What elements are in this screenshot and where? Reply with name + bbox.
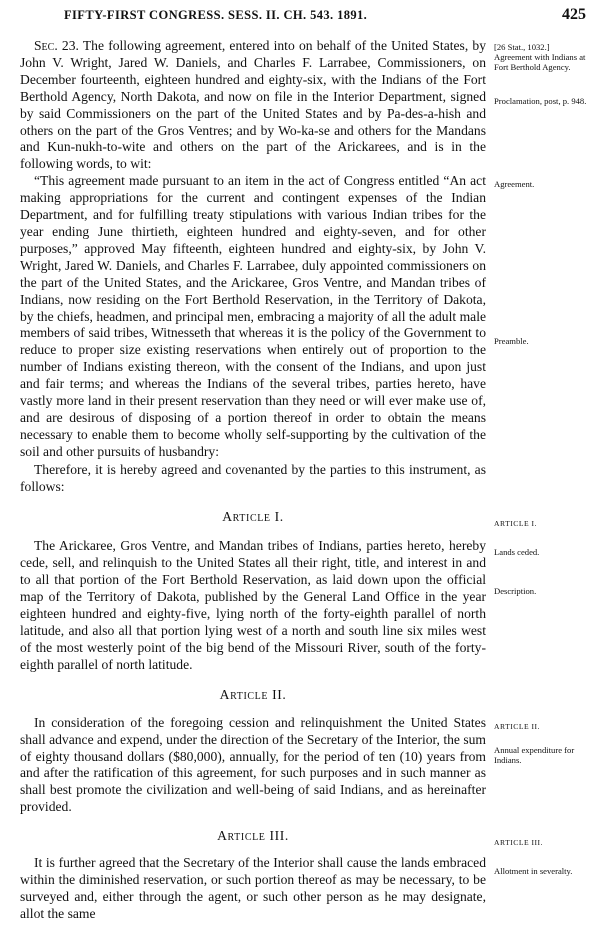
margin-note-agreement-indians: Agreement with Indians at Fort Berthold Agency. xyxy=(494,52,586,72)
page-header xyxy=(0,6,600,26)
section-text: The following agreement, entered into on behalf of the United States, by John V. Wright, Jared W. Daniels, and Charles F. Larrabee, Commissioners, on December fourteenth, eighteen hundred and eighty-six, with the Indians of the Fort Berthold Agency, North Dakota, and now on file in the Interior Department, signed by said Commissioners on the part of the United States and by Pa-des-a-hish and others on the part of the Gros Ventres; and by Wo-ka-se and others for the Mandans and Kun-nukh-to-wite and others on the part of the Arickarees, and is in the following words, to wit: xyxy=(20,38,486,172)
margin-note-article-3: ARTICLE III. xyxy=(494,838,543,847)
margin-note-agreement: Agreement. xyxy=(494,179,535,189)
agreement-paragraph: “This agreement made pursuant to an item in the act of Congress entitled “An act making appropriations for the current and contingent expenses of the Indian Department, and for fulfilling treaty stipulations with various Indian tribes for the year ending June thirtieth, eighteen hundred and eighty-seven, and for other purposes,” approved May fifteenth, eighteen hundred and eighty-six, by John V. Wright, Jared W. Daniels, and Charles F. Larrabee, duly appointed commissioners on the part of the United States, and the Arickaree, Gros Ventre, and Mandan tribes of Indians, now residing on the Fort Berthold Reservation, in the Territory of Dakota, by the chiefs, headmen, and principal men, embracing a majority of all the adult male members of said tribes, Witnesseth that whereas it is the policy of the Government to reduce to proper size existing reservations when entirely out of proportion to the number of Indians existing thereon, with the consent of the Indians, and upon just and fair terms; and whereas the Indians of the several tribes, parties hereto, have vastly more land in their present reservation than they need or will ever make use of, and are desirous of disposing of a portion thereof in order to obtain the means necessary to enable them to become wholly self-supporting by the cultivation of the soil and other pursuits of husbandry: xyxy=(20,173,486,459)
article-2-heading: Article II. xyxy=(219,686,287,702)
margin-note-annual-expenditure: Annual expenditure for Indians. xyxy=(494,745,575,765)
margin-note-preamble: Preamble. xyxy=(494,336,529,346)
margin-note-description: Description. xyxy=(494,586,537,596)
margin-note-article-1: ARTICLE I. xyxy=(494,519,537,528)
page-number: 425 xyxy=(562,6,586,23)
section-paragraph xyxy=(20,38,486,173)
margin-note-proclamation: Proclamation, post, p. 948. xyxy=(494,96,587,106)
article-2-paragraph: In consideration of the foregoing cession and relinquishment the United States shall advance and expend, under the direction of the Secretary of the Interior, the sum of eighty thousand dollars ($80,000), annually, for the period of ten (10) years from and after the ratification of this agreement, for such purposes and in such manner as shall best promote the civilization and well-being of said Indians, and as hereinafter provided. xyxy=(20,714,486,815)
margin-note-article-2: ARTICLE II. xyxy=(494,722,540,731)
margin-note-allotment: Allotment in severalty. xyxy=(494,866,573,876)
margin-note-lands-ceded: Lands ceded. xyxy=(494,547,540,557)
main-text-column xyxy=(20,38,486,923)
article-1-heading: Article I. xyxy=(222,509,284,525)
running-head: FIFTY-FIRST CONGRESS. SESS. II. CH. 543. 1891. xyxy=(64,8,368,22)
article-3-heading: Article III. xyxy=(217,828,289,844)
margin-note-stat-ref: [26 Stat., 1032.] xyxy=(494,42,550,52)
section-label: Sec. 23. xyxy=(34,38,79,53)
therefore-paragraph: Therefore, it is hereby agreed and covenanted by the parties to this instrument, as follows: xyxy=(20,461,486,494)
article-3-paragraph: It is further agreed that the Secretary of the Interior shall cause the lands embraced within the diminished reservation, or such portion thereof as may be necessary, to be surveyed and, either through the agent, or such other person as he may designate, allot the same xyxy=(20,855,486,921)
article-1-paragraph: The Arickaree, Gros Ventre, and Mandan tribes of Indians, parties hereto, hereby cede, sell, and relinquish to the United States all their right, title, and interest in and to all that portion of the Fort Berthold Reservation, as laid down upon the official map of the Territory of Dakota, published by the General Land Office in the year eighteen hundred and eighty-five, lying north of the forty-eighth parallel of north latitude, and also all that portion lying west of a north and south line six miles west of the most westerly point of the big bend of the Missouri River, south of the forty-eighth parallel of north latitude. xyxy=(20,538,486,672)
